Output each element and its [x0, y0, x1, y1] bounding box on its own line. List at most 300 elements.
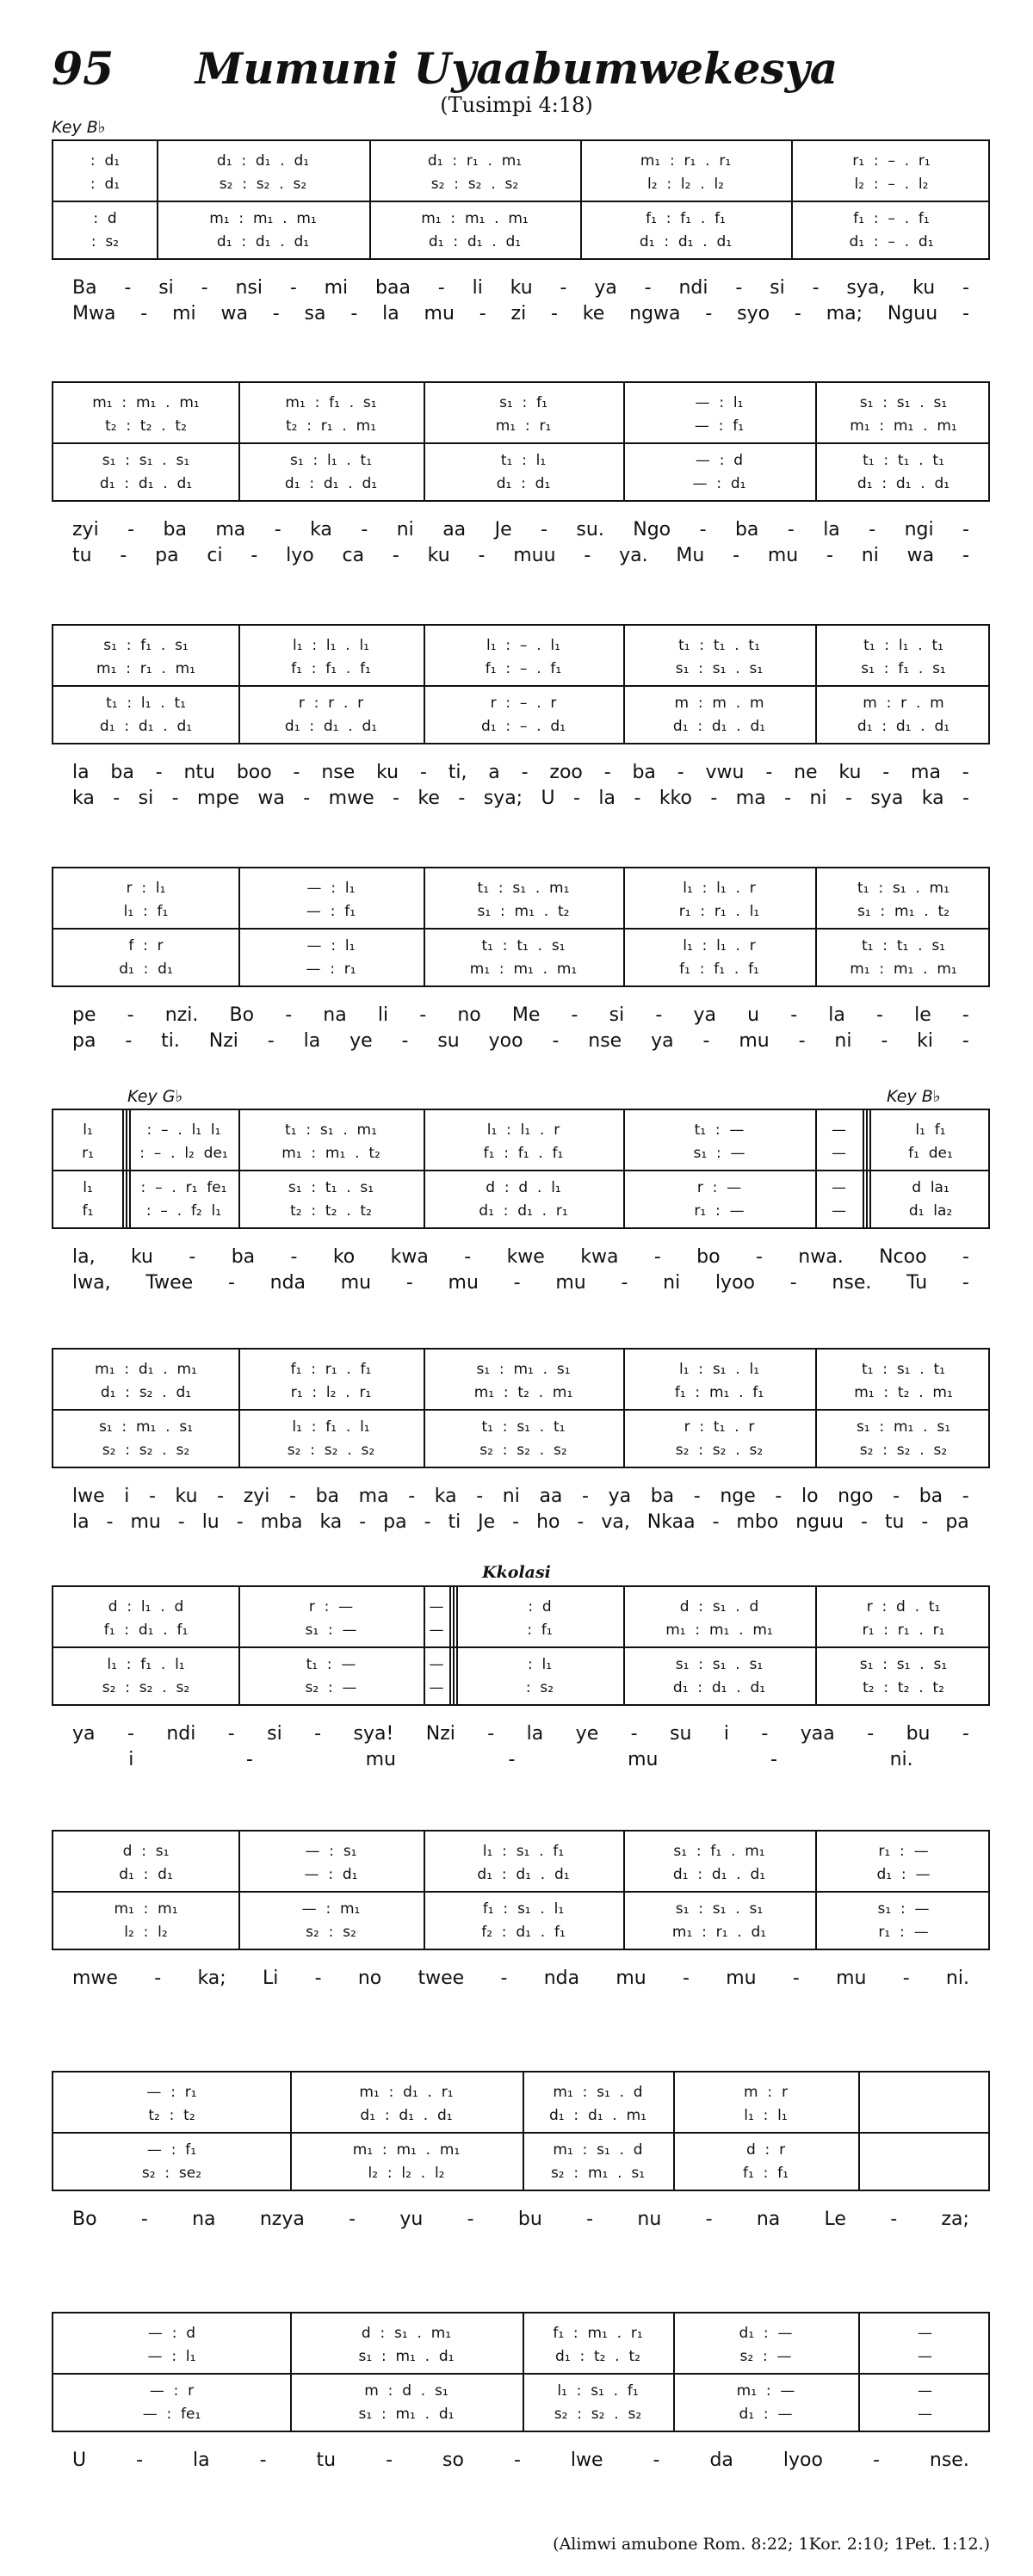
voice-notes: f₁ de₁ — [908, 1145, 953, 1163]
voice-notes: l₂ : – . l₂ — [854, 176, 929, 194]
lyric-syllable: mu — [836, 1968, 867, 1989]
measure — [791, 141, 992, 262]
lyric-syllable: si — [267, 1723, 282, 1745]
voice-notes: — : fe₁ — [142, 2405, 201, 2423]
measure — [369, 141, 580, 262]
voice-notes: d₁ : d₁ . r₁ — [479, 1202, 568, 1220]
measure — [53, 141, 157, 262]
lyric-syllable: na — [323, 1004, 347, 1026]
lyric-syllable: la, — [72, 1246, 96, 1268]
lyric-syllable: - — [513, 1272, 521, 1294]
lyric-syllable: - — [386, 2449, 393, 2471]
lyric-syllable: - — [136, 2449, 144, 2471]
voice-notes: m₁ : — — [736, 2381, 795, 2400]
lyric-syllable: - — [154, 1968, 162, 1989]
voice-notes: d : s₁ . d — [679, 1598, 759, 1615]
voice-notes: t₂ : t₂ . t₂ — [105, 417, 187, 436]
voice-notes: r : — — [308, 1598, 354, 1615]
lyric-syllable: - — [702, 1030, 710, 1052]
lyric-syllable: no — [357, 1968, 382, 1989]
voice-notes: t₁ : — — [694, 1121, 745, 1139]
lyric-syllable: ka; — [197, 1968, 226, 1989]
score-system — [52, 1348, 990, 1535]
lyric-syllable: la — [303, 1030, 321, 1052]
voice-notes: d₁ : d₁ . d₁ — [672, 717, 766, 735]
measure — [53, 868, 238, 989]
lyric-syllable: Je — [478, 1511, 496, 1533]
measure — [424, 1110, 623, 1231]
voice-notes: — — [918, 2325, 932, 2342]
voice-notes: m₁ : r₁ . r₁ — [640, 152, 732, 170]
lyric-syllable: lo — [801, 1486, 819, 1507]
staff-box — [52, 1348, 990, 1468]
voice-notes: : – . r₁ fe₁ — [140, 1178, 227, 1196]
voice-notes: : – . l₂ de₁ — [139, 1145, 228, 1163]
lyric-syllable: ni — [834, 1030, 852, 1052]
measure — [53, 1350, 238, 1470]
lyric-syllable: mpe — [197, 788, 239, 809]
lyric-syllable: ma — [358, 1486, 389, 1507]
lyric-syllable: - — [962, 277, 969, 299]
voice-notes: r : r . r — [298, 694, 364, 712]
lyric-syllable: Me — [511, 1004, 541, 1026]
voice-notes: m : r — [744, 2084, 788, 2101]
voice-notes: l₁ : f₁ . l₁ — [292, 1418, 370, 1436]
lyric-syllable: - — [792, 1968, 800, 1989]
voice-notes: : l₁ — [527, 1655, 553, 1673]
lyric-syllable: - — [653, 1246, 661, 1268]
lyric-syllable: - — [106, 1511, 114, 1533]
voice-notes: r : l₁ — [126, 880, 166, 897]
score-system — [52, 2071, 990, 2233]
lyric-syllable: Ngo — [633, 519, 671, 541]
lyric-syllable: mi — [172, 303, 196, 324]
voice-notes: — : f₁ — [306, 903, 356, 921]
lyric-line — [52, 301, 990, 327]
voice-notes: f₁ — [82, 1202, 94, 1220]
lyric-syllable: Bo — [229, 1004, 255, 1026]
voice-notes: s₁ : s₁ . s₁ — [102, 451, 190, 469]
voice-notes: s₁ : m₁ . s₁ — [98, 1418, 194, 1436]
lyric-syllable: sya, — [846, 277, 886, 299]
lyric-syllable: kwa — [580, 1246, 619, 1268]
lyric-syllable: mwe — [72, 1968, 118, 1989]
voice-notes: m₁ : m₁ . m₁ — [209, 209, 317, 227]
lyric-syllable: - — [761, 1723, 769, 1745]
lyric-syllable: la — [828, 1004, 845, 1026]
lyric-syllable: su. — [576, 519, 604, 541]
voice-notes: t₂ : t₂ . t₂ — [863, 1678, 944, 1696]
voice-notes: m₁ : s₁ . d — [553, 2140, 643, 2159]
voice-notes: d₁ : d₁ . m₁ — [549, 2107, 646, 2125]
lyric-syllable: - — [479, 303, 486, 324]
voice-notes: m₁ : m₁ . m₁ — [850, 417, 957, 436]
lyric-syllable: nda — [543, 1968, 580, 1989]
lyric-syllable: - — [127, 519, 135, 541]
voice-notes: f₁ : f₁ — [743, 2164, 789, 2182]
voice-notes: — — [429, 1678, 444, 1696]
lyric-syllable: - — [467, 2208, 474, 2230]
voice-notes: — : m₁ — [301, 1900, 361, 1918]
voice-notes: — — [832, 1145, 846, 1163]
lyric-syllable: i — [124, 1486, 130, 1507]
lyrics — [52, 1966, 990, 1992]
lyric-syllable: Mu — [676, 545, 705, 566]
lyric-syllable: - — [236, 1511, 244, 1533]
voice-notes: d la₁ — [912, 1178, 949, 1196]
voice-notes: r₁ : — — [694, 1202, 745, 1220]
voice-notes: m₁ : d₁ . r₁ — [359, 2084, 454, 2101]
lyric-syllable: pa — [945, 1511, 969, 1533]
lyric-syllable: lyo — [286, 545, 314, 566]
measure — [815, 1110, 863, 1231]
lyric-syllable: nse — [321, 762, 356, 783]
lyric-syllable: - — [541, 519, 547, 541]
voice-notes: f₁ : f₁ . f₁ — [291, 660, 371, 678]
voice-notes: — — [832, 1178, 846, 1196]
voice-notes: t₁ : s₁ . m₁ — [285, 1121, 377, 1139]
measure — [238, 383, 424, 503]
lyric-syllable: zyi — [72, 519, 99, 541]
lyric-syllable: - — [634, 788, 641, 809]
voice-notes: f₁ : f₁ . f₁ — [679, 960, 759, 978]
voice-notes: s₂ : m₁ . s₁ — [550, 2164, 646, 2182]
voice-notes: s₂ : s₂ . s₂ — [430, 176, 519, 194]
voice-notes: f₁ : s₁ . l₁ — [482, 1900, 565, 1918]
voice-notes: s₂ : se₂ — [141, 2164, 202, 2182]
lyric-syllable: - — [962, 762, 969, 783]
lyric-syllable: ti. — [161, 1030, 180, 1052]
lyric-syllable: - — [872, 2449, 880, 2471]
lyric-line — [52, 786, 990, 812]
lyric-syllable: - — [869, 519, 876, 541]
voice-notes: s₁ : m₁ . s₁ — [856, 1418, 951, 1436]
lyric-syllable: mu — [628, 1749, 659, 1770]
lyric-syllable: ku — [912, 277, 936, 299]
lyric-syllable: za; — [941, 2208, 969, 2230]
lyric-syllable: - — [401, 1030, 409, 1052]
voice-notes: d₁ : d₁ . d₁ — [477, 1866, 570, 1884]
lyric-syllable: mba — [260, 1511, 303, 1533]
measure — [623, 1350, 815, 1470]
measure — [238, 1350, 424, 1470]
lyrics — [52, 1003, 990, 1054]
lyric-syllable: mu — [424, 303, 455, 324]
lyric-syllable: - — [552, 1030, 560, 1052]
staff-box — [52, 1830, 990, 1950]
voice-notes: m₁ : t₂ . m₁ — [854, 1384, 953, 1402]
voice-notes: r₁ : — — [878, 1923, 929, 1941]
lyric-syllable: - — [285, 1004, 293, 1026]
voice-notes: t₁ : t₁ . s₁ — [862, 936, 945, 954]
voice-notes: t₁ : s₁ . t₁ — [862, 1361, 945, 1378]
voice-notes: s₁ : m₁ . t₂ — [477, 903, 570, 921]
lyric-syllable: su — [437, 1030, 460, 1052]
voice-notes: s₂ : s₂ . s₂ — [675, 1441, 764, 1459]
lyric-syllable: ku — [175, 1486, 198, 1507]
lyric-syllable: ti, — [448, 762, 467, 783]
staff-box — [52, 2312, 990, 2432]
voice-notes: d₁ : d₁ . d₁ — [99, 474, 193, 492]
voice-notes: f₁ : – . f₁ — [853, 209, 930, 227]
lyric-syllable: la — [598, 788, 616, 809]
voice-notes: t₁ : l₁ — [500, 451, 547, 469]
lyric-syllable: - — [293, 762, 300, 783]
lyric-syllable: nse. — [832, 1272, 872, 1294]
voice-notes: d₁ : – . d₁ — [849, 232, 934, 250]
lyric-syllable: ka — [434, 1486, 457, 1507]
lyric-syllable: wa — [257, 788, 285, 809]
voice-notes: t₂ : r₁ . m₁ — [285, 417, 377, 436]
lyric-syllable: si — [138, 788, 154, 809]
voice-notes: m₁ : t₂ . m₁ — [473, 1384, 573, 1402]
barline — [858, 2073, 860, 2190]
lyric-syllable: - — [644, 277, 652, 299]
lyric-syllable: - — [259, 2449, 267, 2471]
lyric-syllable: bu — [517, 2208, 542, 2230]
lyric-syllable: ya — [594, 277, 617, 299]
lyric-syllable: - — [508, 1749, 516, 1770]
voice-notes: : s₂ — [525, 1678, 554, 1696]
lyric-syllable: - — [794, 303, 801, 324]
voice-notes: l₁ : f₁ . l₁ — [107, 1655, 185, 1673]
lyric-syllable: Bo — [72, 2208, 97, 2230]
lyric-syllable: baa — [375, 277, 411, 299]
voice-notes: — — [918, 2348, 932, 2366]
lyric-syllable: - — [775, 1486, 782, 1507]
lyric-syllable: ne — [794, 762, 818, 783]
lyric-syllable: la — [72, 1511, 90, 1533]
lyric-syllable: lu — [201, 1511, 220, 1533]
voice-notes: m₁ : f₁ . s₁ — [285, 394, 377, 411]
lyric-syllable: - — [289, 1486, 296, 1507]
lyric-syllable: na — [756, 2208, 781, 2230]
lyric-syllable: - — [124, 277, 132, 299]
lyric-syllable: ndi — [678, 277, 708, 299]
voice-notes: s₂ : s₂ — [306, 1923, 356, 1941]
measure — [53, 1110, 122, 1231]
lyric-syllable: la — [823, 519, 840, 541]
voice-notes: : – . f₂ l₁ — [145, 1202, 222, 1220]
voice-notes: d₁ : d₁ . d₁ — [857, 717, 950, 735]
key-return-label: Key B♭ — [887, 1087, 941, 1106]
lyric-syllable: zyi — [243, 1486, 270, 1507]
voice-notes: t₂ : t₂ — [148, 2107, 195, 2125]
lyric-syllable: - — [921, 1511, 929, 1533]
lyric-syllable: nda — [269, 1272, 306, 1294]
lyric-syllable: - — [812, 277, 820, 299]
voice-notes: d₁ : d₁ . d₁ — [99, 717, 193, 735]
key-change-label: Key G♭ — [127, 1087, 183, 1106]
lyric-syllable: - — [584, 545, 591, 566]
voice-notes: d₁ : — — [876, 1866, 931, 1884]
voice-notes: m : r . m — [863, 694, 944, 712]
voice-notes: — : r₁ — [306, 960, 356, 978]
voice-notes: — — [832, 1121, 846, 1139]
key-signature-start: Key B♭ — [52, 118, 106, 137]
lyric-syllable: nsi — [235, 277, 263, 299]
lyric-syllable: - — [577, 1511, 585, 1533]
lyric-syllable: syo — [737, 303, 770, 324]
voice-notes: f : r — [128, 936, 164, 954]
lyric-syllable: - — [405, 1272, 413, 1294]
measure — [815, 868, 992, 989]
score-system — [52, 381, 990, 569]
voice-notes: d₁ la₂ — [908, 1202, 953, 1220]
lyric-syllable: Nkaa — [646, 1511, 696, 1533]
lyric-syllable: lyoo — [714, 1272, 755, 1294]
lyric-syllable: ku — [427, 545, 450, 566]
measure — [523, 2073, 673, 2193]
measure — [623, 1110, 815, 1231]
lyric-syllable: ma — [215, 519, 246, 541]
lyric-syllable: le — [914, 1004, 931, 1026]
voice-notes: d : s₁ . m₁ — [361, 2325, 452, 2342]
voice-notes: l₁ : s₁ . f₁ — [482, 1843, 565, 1860]
lyric-syllable: mbo — [736, 1511, 779, 1533]
lyric-syllable: ba — [632, 762, 656, 783]
lyric-syllable: - — [962, 1030, 969, 1052]
lyric-syllable: ka — [921, 788, 944, 809]
voice-notes: : – . l₁ l₁ — [146, 1121, 221, 1139]
voice-notes: m₁ : d₁ . m₁ — [95, 1361, 197, 1378]
lyric-syllable: - — [693, 1486, 701, 1507]
voice-notes: d₁ : d₁ . d₁ — [428, 232, 522, 250]
lyric-syllable: - — [571, 1004, 578, 1026]
lyric-syllable: - — [710, 788, 718, 809]
lyric-syllable: ya. — [619, 545, 648, 566]
measure — [129, 1110, 238, 1231]
voice-notes: d₁ : d₁ — [119, 1866, 173, 1884]
lyric-syllable: - — [630, 1723, 638, 1745]
lyrics — [52, 2207, 990, 2233]
score-system — [52, 867, 990, 1054]
voice-notes: r₁ : r₁ . l₁ — [678, 903, 760, 921]
voice-notes: s₂ : s₂ . s₂ — [287, 1441, 375, 1459]
voice-notes: t₁ : s₁ . m₁ — [857, 880, 949, 897]
lyric-syllable: mu — [555, 1272, 586, 1294]
voice-notes: s₂ : s₂ . s₂ — [554, 2405, 642, 2423]
voice-notes: m₁ : m₁ . m₁ — [665, 1622, 773, 1640]
voice-notes: f₁ : – . f₁ — [485, 660, 562, 678]
lyric-syllable: - — [419, 762, 427, 783]
lyric-syllable: - — [155, 762, 163, 783]
lyric-syllable: ni — [396, 519, 414, 541]
voice-notes: s₁ : m₁ . s₁ — [476, 1361, 571, 1378]
lyric-line — [52, 1966, 990, 1992]
voice-notes: t₁ : — — [306, 1655, 356, 1673]
voice-notes: : d — [93, 209, 117, 227]
lyric-syllable: nguu — [795, 1511, 844, 1533]
lyric-syllable: - — [217, 1486, 225, 1507]
lyric-syllable: U — [72, 2449, 87, 2471]
voice-notes: — : l₁ — [695, 394, 744, 411]
voice-notes: s₁ : s₁ . s₁ — [675, 1655, 764, 1673]
voice-notes: r₁ — [82, 1145, 94, 1163]
lyric-syllable: aa — [539, 1486, 563, 1507]
lyric-syllable: pe — [72, 1004, 96, 1026]
lyric-syllable: ni. — [945, 1968, 969, 1989]
voice-notes: l₁ f₁ — [915, 1121, 946, 1139]
lyric-syllable: - — [314, 1968, 322, 1989]
measure — [53, 2073, 290, 2193]
lyric-syllable: - — [902, 1968, 910, 1989]
staff-box — [52, 381, 990, 502]
voice-notes: d₁ : d₁ . d₁ — [672, 1678, 766, 1696]
lyric-syllable: - — [513, 2449, 521, 2471]
voice-notes: t₂ : t₂ . t₂ — [290, 1202, 372, 1220]
lyric-syllable: - — [962, 545, 969, 566]
lyric-syllable: ngo — [838, 1486, 874, 1507]
measure — [673, 2313, 858, 2434]
measure — [290, 2313, 523, 2434]
voice-notes: s₁ : — — [877, 1900, 930, 1918]
voice-notes: s₂ : — — [305, 1678, 357, 1696]
lyric-syllable: ke — [418, 788, 440, 809]
lyric-syllable: kwa — [390, 1246, 429, 1268]
lyric-syllable: ya — [72, 1723, 96, 1745]
voice-notes: s₂ : — — [739, 2348, 792, 2366]
hymn-number: 95 — [52, 43, 114, 96]
lyric-syllable: la — [72, 762, 90, 783]
scripture-reference: (Tusimpi 4:18) — [440, 93, 593, 117]
lyric-syllable: mu — [767, 545, 799, 566]
lyric-syllable: tu — [72, 545, 92, 566]
lyric-syllable: ka — [72, 788, 95, 809]
lyric-syllable: nse. — [929, 2449, 969, 2471]
lyric-syllable: - — [267, 1030, 275, 1052]
lyric-syllable: Je — [494, 519, 512, 541]
lyric-syllable: - — [962, 1272, 969, 1294]
lyric-syllable: pa — [383, 1511, 407, 1533]
lyric-syllable: ba — [650, 1486, 675, 1507]
lyric-line — [52, 1003, 990, 1029]
voice-notes: d₁ : d₁ . d₁ — [284, 717, 378, 735]
lyric-syllable: Li — [262, 1968, 279, 1989]
lyric-syllable: - — [464, 1246, 472, 1268]
lyric-syllable: sya! — [353, 1723, 394, 1745]
lyric-syllable: nse — [588, 1030, 622, 1052]
lyric-syllable: - — [962, 303, 969, 324]
lyric-syllable: mu — [130, 1511, 161, 1533]
voice-notes: l₁ : f₁ — [123, 903, 169, 921]
voice-notes: l₁ : l₁ . r — [486, 1121, 560, 1139]
voice-notes: t₁ : t₁ . s₁ — [481, 936, 566, 954]
voice-notes: m₁ : m₁ . m₁ — [850, 960, 957, 978]
lyric-syllable: - — [655, 1004, 663, 1026]
lyric-syllable: ngwa — [629, 303, 681, 324]
lyric-syllable: ni — [861, 545, 879, 566]
voice-notes: d₁ : r₁ . m₁ — [427, 152, 523, 170]
lyric-syllable: - — [962, 1486, 969, 1507]
lyric-syllable: kwe — [506, 1246, 545, 1268]
lyric-line — [52, 543, 990, 569]
lyric-syllable: - — [765, 762, 773, 783]
lyric-syllable: su — [670, 1723, 692, 1745]
lyric-syllable: - — [113, 788, 121, 809]
voice-notes: d₁ : d₁ — [496, 474, 551, 492]
voice-notes: m₁ : m₁ . m₁ — [421, 209, 529, 227]
voice-notes: l₁ : s₁ . l₁ — [678, 1361, 760, 1378]
lyric-syllable: - — [189, 1246, 196, 1268]
chorus-label: Kkolasi — [482, 1563, 551, 1582]
staff-box — [52, 867, 990, 987]
voice-notes: s₂ : s₂ . s₂ — [102, 1678, 190, 1696]
voice-notes: d : l₁ . d — [108, 1598, 184, 1615]
lyric-syllable: ku — [510, 277, 533, 299]
voice-notes: — — [429, 1622, 444, 1640]
voice-notes: d : r — [745, 2140, 786, 2159]
